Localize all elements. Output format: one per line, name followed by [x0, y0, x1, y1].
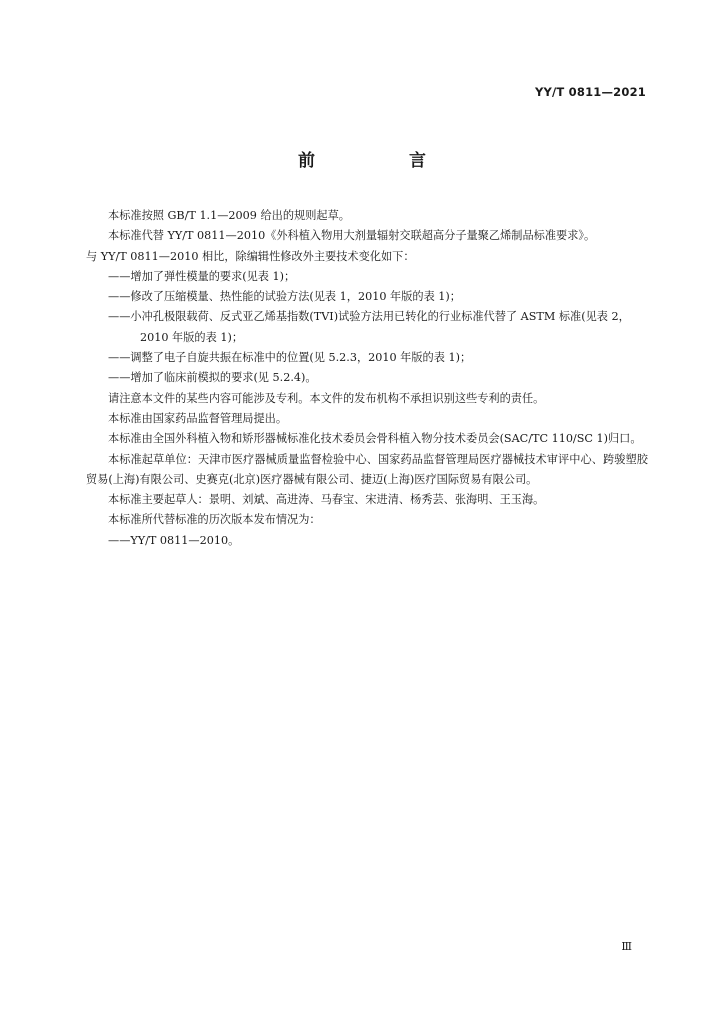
page-title: 前 言 — [298, 151, 470, 171]
standard-number: YY/T 0811—2021 — [534, 85, 646, 99]
paragraph-patent-notice: 请注意本文件的某些内容可能涉及专利。本文件的发布机构不承担识别这些专利的责任。 — [108, 391, 545, 405]
paragraph-changes-intro: 与 YY/T 0811—2010 相比，除编辑性修改外主要技术变化如下： — [86, 249, 415, 263]
change-item: ——小冲孔极限载荷、反式亚乙烯基指数(TVI)试验方法用已转化的行业标准代替了 ASTM 标准(见表 2，2010 年版的表 1)； — [108, 310, 630, 344]
foreword-body — [86, 206, 648, 551]
history-item: ——YY/T 0811—2010。 — [108, 533, 240, 547]
change-item: ——调整了电子自旋共振在标准中的位置(见 5.2.3，2010 年版的表 1)； — [108, 351, 472, 365]
change-item: ——增加了临床前模拟的要求(见 5.2.4)。 — [108, 371, 317, 385]
change-item: ——修改了压缩模量、热性能的试验方法(见表 1，2010 年版的表 1)； — [108, 290, 461, 304]
paragraph-history-intro: 本标准所代替标准的历次版本发布情况为： — [108, 513, 321, 527]
paragraph-drafting-rules: 本标准按照 GB/T 1.1—2009 给出的规则起草。 — [108, 209, 350, 222]
paragraph-drafting-units: 本标准起草单位：天津市医疗器械质量监督检验中心、国家药品监督管理局医疗器械技术审评中心、跨骏塑胶贸易(上海)有限公司、史赛克(北京)医疗器械有限公司、捷迈(上海)医疗国际贸易有限公司。 — [86, 452, 648, 486]
change-item: ——增加了弹性模量的要求(见表 1)； — [108, 269, 296, 283]
paragraph-replaces: 本标准代替 YY/T 0811—2010《外科植入物用大剂量辐射交联超高分子量聚乙烯制品标准要求》。 — [108, 229, 596, 243]
paragraph-proposed-by: 本标准由国家药品监督管理局提出。 — [108, 411, 288, 425]
page-number: Ⅲ — [621, 940, 632, 953]
paragraph-drafters: 本标准主要起草人：景明、刘斌、高进涛、马春宝、宋进清、杨秀芸、张海明、王玉海。 — [108, 493, 545, 507]
paragraph-under-jurisdiction: 本标准由全国外科植入物和矫形器械标准化技术委员会骨科植入物分技术委员会(SAC/TC 110/SC 1)归口。 — [108, 432, 642, 446]
